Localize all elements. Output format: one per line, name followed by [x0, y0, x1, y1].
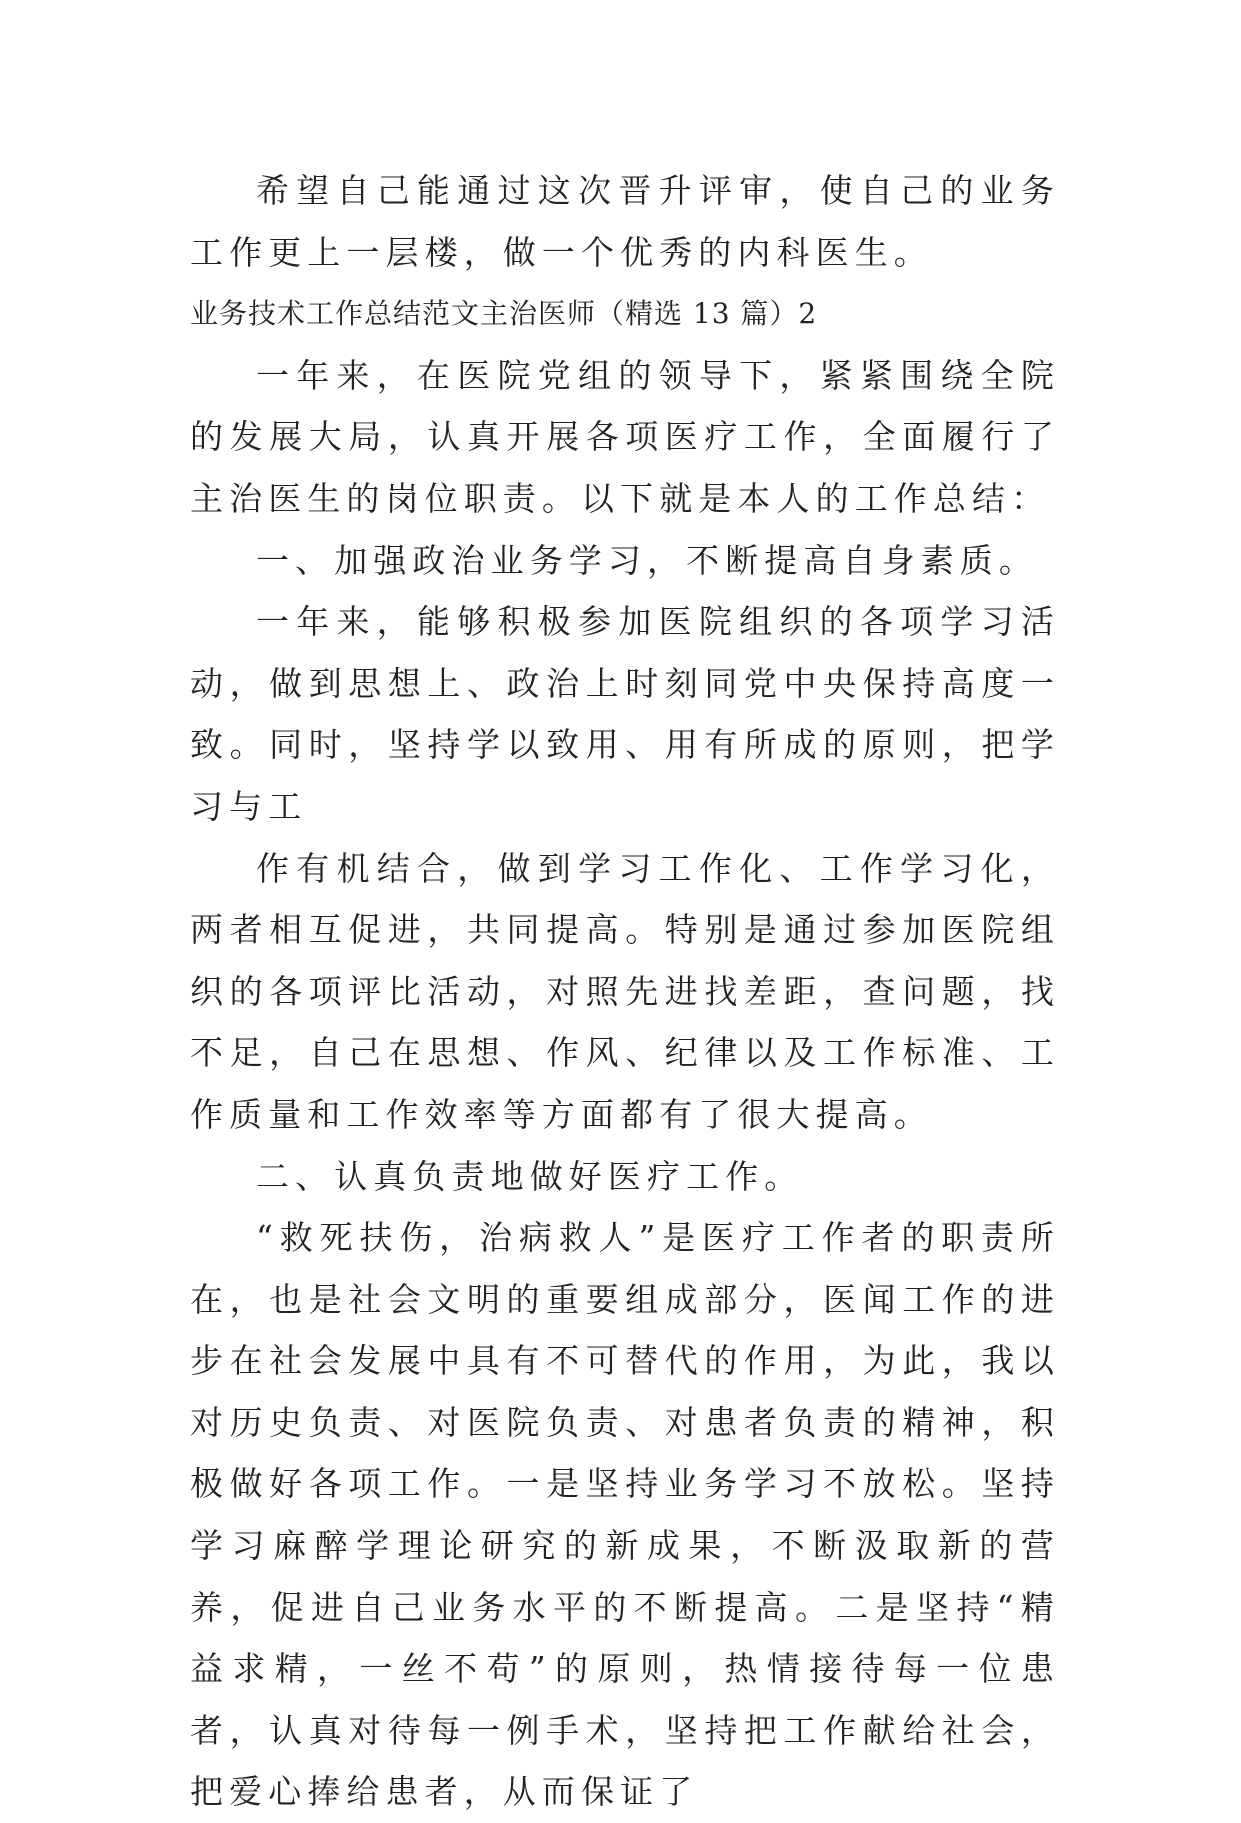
- paragraph-medical-duty: “救死扶伤，治病救人”是医疗工作者的职责所在，也是社会文明的重要组成部分，医闻工作的进步在社会发展中具有不可替代的作用，为此，我以对历史负责、对医院负责、对患者负责的精神，积极做好各项工作。一是坚持业务学习不放松。坚持学习麻醉学理论研究的新成果，不断汲取新的营养，促进自己业务水平的不断提高。二是坚持“精益求精，一丝不苟”的原则，热情接待每一位患者，认真对待每一例手术，坚持把工作献给社会，把爱心捧给患者，从而保证了: [190, 1218, 1060, 1812]
- paragraph-study-activities: 一年来，能够积极参加医院组织的各项学习活动，做到思想上、政治上时刻同党中央保持高度一致。同时，坚持学以致用、用有所成的原则，把学习与工: [190, 602, 1060, 826]
- subheading-medical-work: 二、认真负责地做好医疗工作。: [256, 1156, 804, 1196]
- subheading-political-study: 一、加强政治业务学习，不断提高自身素质。: [256, 540, 1038, 580]
- paragraph-intro: 一年来，在医院党组的领导下，紧紧围绕全院的发展大局，认真开展各项医疗工作，全面履行了主治医生的岗位职责。以下就是本人的工作总结：: [190, 355, 1060, 518]
- section-heading: 业务技术工作总结范文主治医师（精选 13 篇）2: [190, 297, 818, 331]
- paragraph-study-integration: 作有机结合，做到学习工作化、工作学习化，两者相互促进，共同提高。特别是通过参加医院组织的各项评比活动，对照先进找差距，查问题，找不足，自己在思想、作风、纪律以及工作标准、工作质量和工作效率等方面都有了很大提高。: [190, 848, 1060, 1134]
- document-body: [190, 160, 1060, 1823]
- paragraph-closing-hope: 希望自己能通过这次晋升评审，使自己的业务工作更上一层楼，做一个优秀的内科医生。: [190, 171, 1060, 272]
